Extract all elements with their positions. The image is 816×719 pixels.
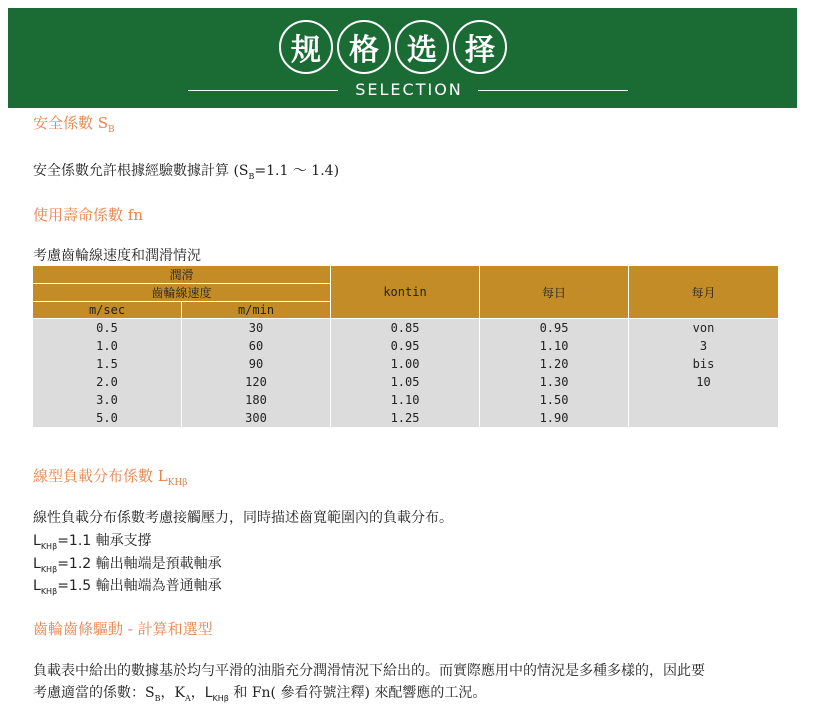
cell-kontin: 1.05 xyxy=(331,373,480,391)
formula-line: $L_{KH\beta}=1.2$ 輸出軸端是預載軸承 xyxy=(33,556,222,574)
divider-line xyxy=(478,90,628,91)
cell-msec: 2.0 xyxy=(33,373,182,391)
cell-msec: 1.0 xyxy=(33,337,182,355)
gear-rack-text-line2: 考慮適當的係數：$S_B$，$K_A$，$L_{KH\beta}$ 和 Fn( 參看符號注釋) 來配響應的工況。 xyxy=(33,685,487,703)
cell-monthly: von 3 bis 10 xyxy=(629,319,779,428)
cell-kontin: 1.25 xyxy=(331,409,480,427)
cell-mmin: 60 xyxy=(182,337,331,355)
banner-subtitle-row xyxy=(8,80,797,100)
cell-kontin: 1.00 xyxy=(331,355,480,373)
gear-rack-text-line1: 負載表中給出的數據基於均勻平滑的油脂充分潤滑情況下給出的。而實際應用中的情況是多種多樣的，因此要 xyxy=(33,663,705,679)
cell-mmin: 120 xyxy=(182,373,331,391)
cell-mmin: 30 xyxy=(182,319,331,338)
safety-factor-text: 安全係數允許根據經驗數據計算 ($S_B=1.1$ ～ 1.4) xyxy=(33,163,340,181)
gear-rack-heading: 齒輪齒條驅動 - 計算和選型 xyxy=(33,620,213,638)
header-mmin: m/min xyxy=(182,302,331,319)
formula-line: $L_{KH\beta}=1.5$ 輸出軸端為普通軸承 xyxy=(33,578,222,596)
safety-factor-heading: 安全係數 $S_B$ xyxy=(33,114,115,135)
life-factor-heading: 使用壽命係數 fn xyxy=(33,206,143,224)
cell-daily: 1.10 xyxy=(480,337,629,355)
cell-mmin: 300 xyxy=(182,409,331,427)
divider-line xyxy=(188,90,338,91)
banner-subtitle: SELECTION xyxy=(355,80,463,99)
load-distribution-heading: 線型負載分布係數 $L_{KH\beta}$ xyxy=(33,467,188,488)
load-distribution-text: 線性負載分布係數考慮接觸壓力，同時描述齒寬範圍內的負載分布。 xyxy=(33,510,453,526)
title-char: 择 xyxy=(453,20,507,74)
lubrication-table xyxy=(32,265,779,427)
formula-line: $L_{KH\beta}=1.1$ 軸承支撐 xyxy=(33,533,152,551)
cell-daily: 1.90 xyxy=(480,409,629,427)
banner-title xyxy=(279,20,507,74)
table-caption: 考慮齒輪線速度和潤滑情況 xyxy=(33,248,201,264)
title-char: 格 xyxy=(337,20,391,74)
cell-daily: 1.20 xyxy=(480,355,629,373)
cell-msec: 1.5 xyxy=(33,355,182,373)
cell-kontin: 0.95 xyxy=(331,337,480,355)
title-char: 选 xyxy=(395,20,449,74)
header-lubrication: 潤滑 xyxy=(33,266,331,284)
cell-msec: 5.0 xyxy=(33,409,182,427)
cell-mmin: 180 xyxy=(182,391,331,409)
cell-mmin: 90 xyxy=(182,355,331,373)
selection-banner xyxy=(8,8,797,108)
cell-daily: 0.95 xyxy=(480,319,629,338)
table-row xyxy=(33,319,779,338)
title-char: 规 xyxy=(279,20,333,74)
header-msec: m/sec xyxy=(33,302,182,319)
cell-daily: 1.30 xyxy=(480,373,629,391)
header-kontin: kontin xyxy=(331,266,480,319)
header-speed: 齒輪線速度 xyxy=(33,284,331,302)
cell-kontin: 0.85 xyxy=(331,319,480,338)
header-daily: 每日 xyxy=(480,266,629,319)
header-monthly: 每月 xyxy=(629,266,779,319)
cell-msec: 0.5 xyxy=(33,319,182,338)
cell-msec: 3.0 xyxy=(33,391,182,409)
cell-kontin: 1.10 xyxy=(331,391,480,409)
cell-daily: 1.50 xyxy=(480,391,629,409)
